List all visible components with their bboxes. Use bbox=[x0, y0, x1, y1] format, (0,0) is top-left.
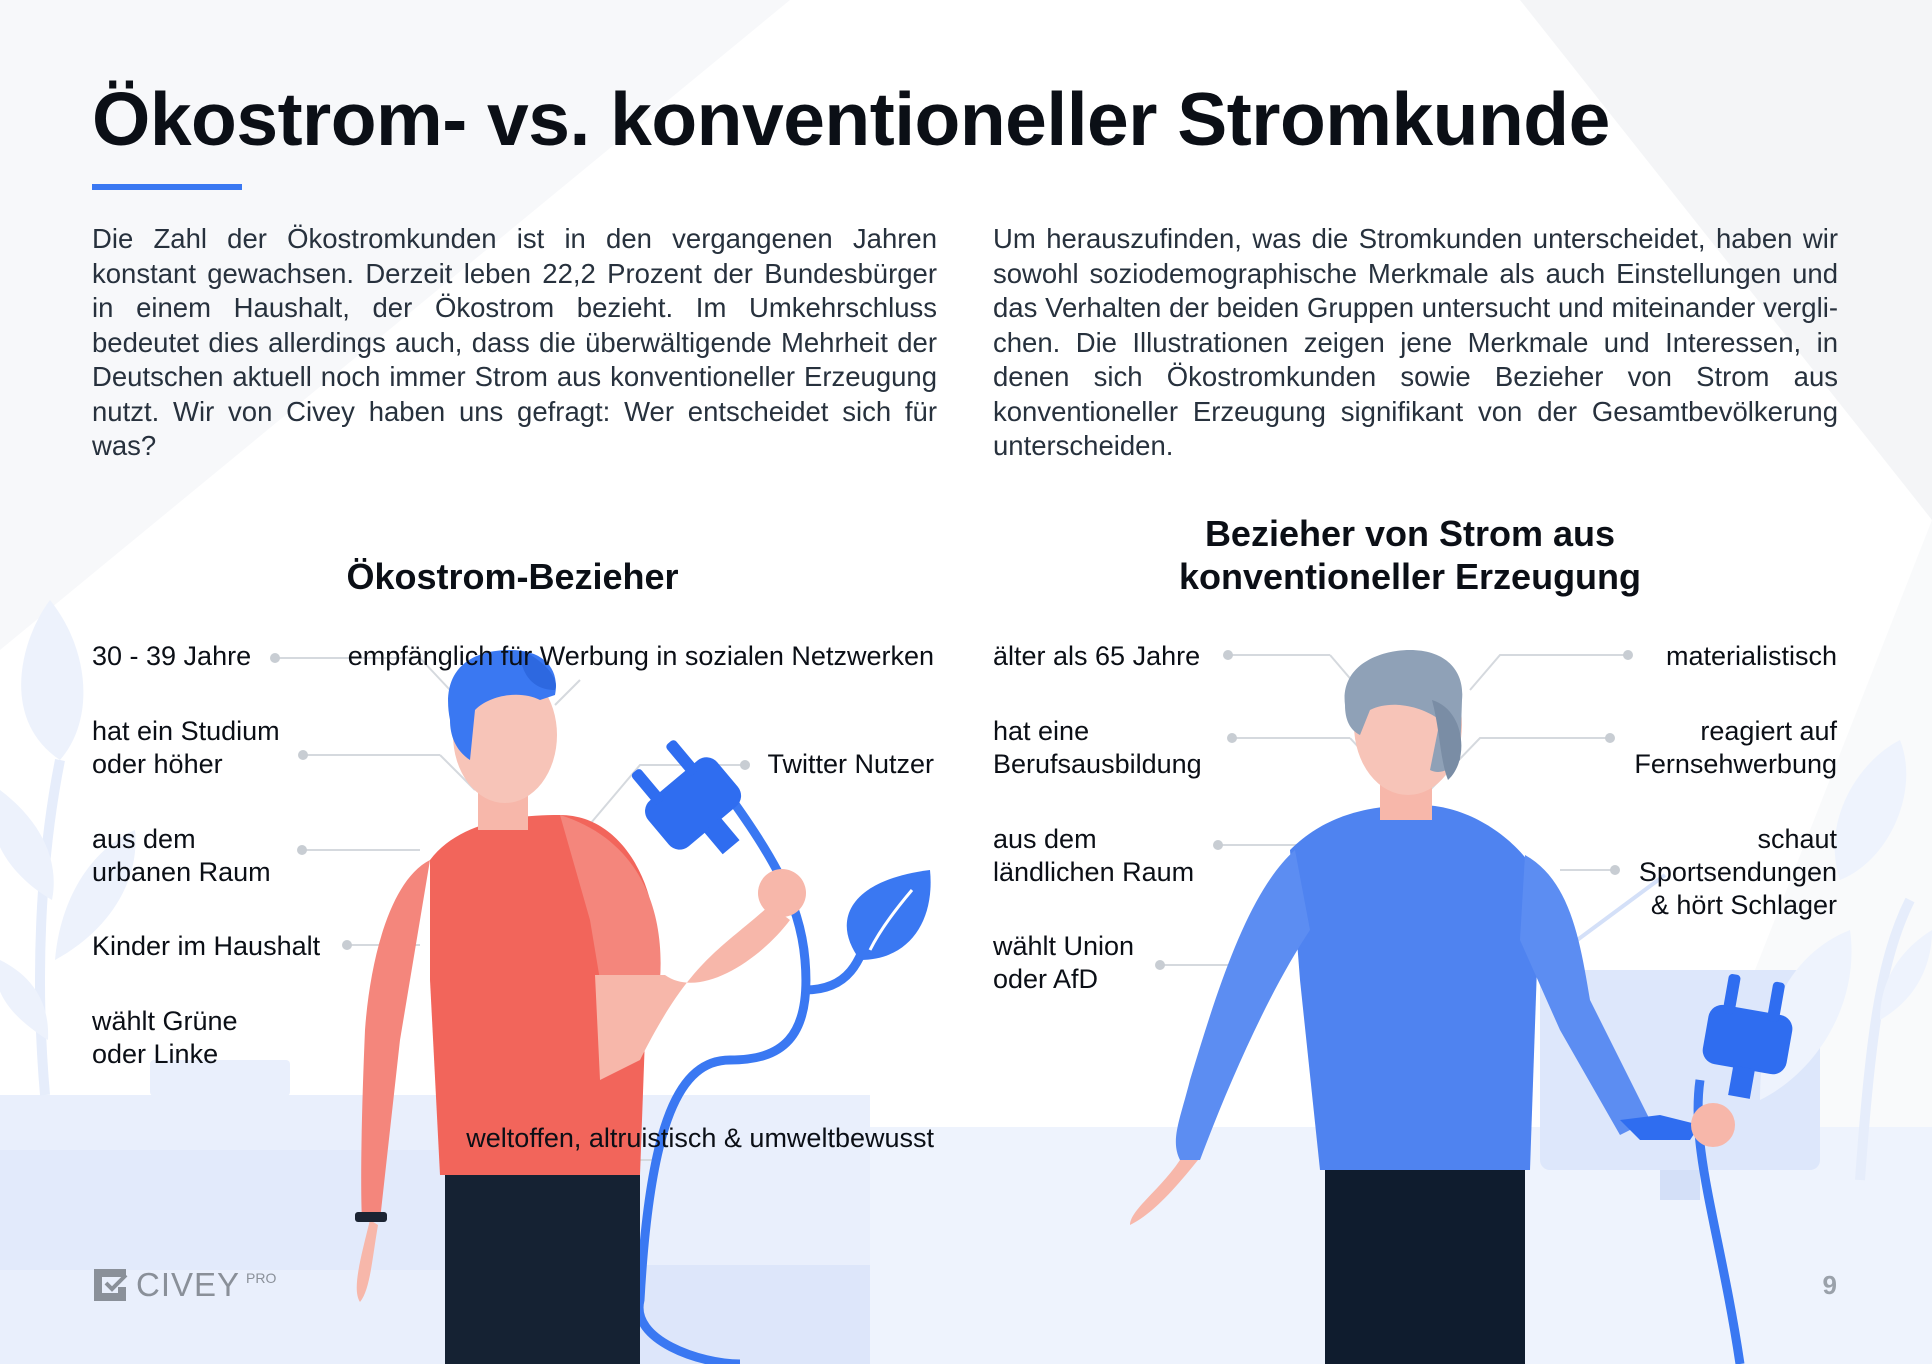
oeko-attr-education: hat ein Studium oder höher bbox=[92, 716, 280, 779]
intro-paragraph-left: Die Zahl der Ökostromkunden ist in den vergangenen Jahren konstant gewachsen. Derzeit leben 22,2 Prozent der Bundesbürger in einem Haushalt, der Ökostrom bezieht. Im Umkehrschluss bedeutet dies allerdings auch, dass die überwältigende Mehrheit der Deutschen aktuell noch immer Strom aus konventioneller Erzeugung nutzt. Wir von Civey haben uns gefragt: Wer entscheidet sich für was? bbox=[92, 223, 937, 461]
page-number: 9 bbox=[1822, 1270, 1837, 1300]
civey-logo-icon bbox=[92, 1267, 128, 1303]
konv-attr-materialistic: materialistisch bbox=[1665, 641, 1837, 671]
oeko-attr-social-ads: empfänglich für Werbung in sozialen Netzwerken bbox=[347, 641, 934, 671]
konv-attr-vote: wählt Union oder AfD bbox=[993, 931, 1135, 994]
oeko-attr-children: Kinder im Haushalt bbox=[92, 931, 321, 961]
oeko-attr-region: aus dem urbanen Raum bbox=[92, 824, 271, 887]
civey-logo-pro: PRO bbox=[246, 1270, 277, 1286]
title-underline bbox=[92, 184, 242, 190]
konv-attr-sports: schaut Sportsendungen & hört Schlager bbox=[1638, 824, 1837, 920]
intro-paragraph-right: Um herauszufinden, was die Stromkunden unterscheidet, haben wir sowohl soziodemographische Merkmale als auch Einstellungen und das Verhalten der beiden Gruppen untersucht und miteinander verglichen. Die Illustrationen zeigen jene Merkmale und Interessen, in denen sich Ökostromkunden sowie Bezieher von Strom aus konventioneller Erzeugung signifikant von der Gesamtbevölkerung unterscheiden. bbox=[993, 223, 1838, 461]
oeko-attr-age: 30 - 39 Jahre bbox=[92, 641, 252, 671]
oeko-attr-values: weltoffen, altruistisch & umweltbewusst bbox=[466, 1123, 934, 1153]
page-title: Ökostrom- vs. konventioneller Stromkunde bbox=[92, 77, 1610, 161]
konv-attr-region: aus dem ländlichen Raum bbox=[993, 824, 1195, 887]
konv-group-title: Bezieher von Strom aus konventioneller Erzeugung bbox=[1178, 513, 1642, 597]
plug-icon bbox=[619, 727, 765, 877]
oeko-attr-vote: wählt Grüne oder Linke bbox=[92, 1006, 238, 1069]
konv-attr-age: älter als 65 Jahre bbox=[993, 641, 1201, 671]
leaf-icon bbox=[847, 870, 931, 960]
konv-attr-tv-ads: reagiert auf Fernsehwerbung bbox=[1634, 716, 1837, 779]
oeko-group-title: Ökostrom-Bezieher bbox=[346, 556, 679, 597]
oeko-attr-twitter: Twitter Nutzer bbox=[767, 749, 934, 779]
civey-logo bbox=[92, 1266, 276, 1304]
civey-logo-text: CIVEY bbox=[136, 1266, 241, 1303]
konv-attr-education: hat eine Berufsausbildung bbox=[993, 716, 1202, 779]
